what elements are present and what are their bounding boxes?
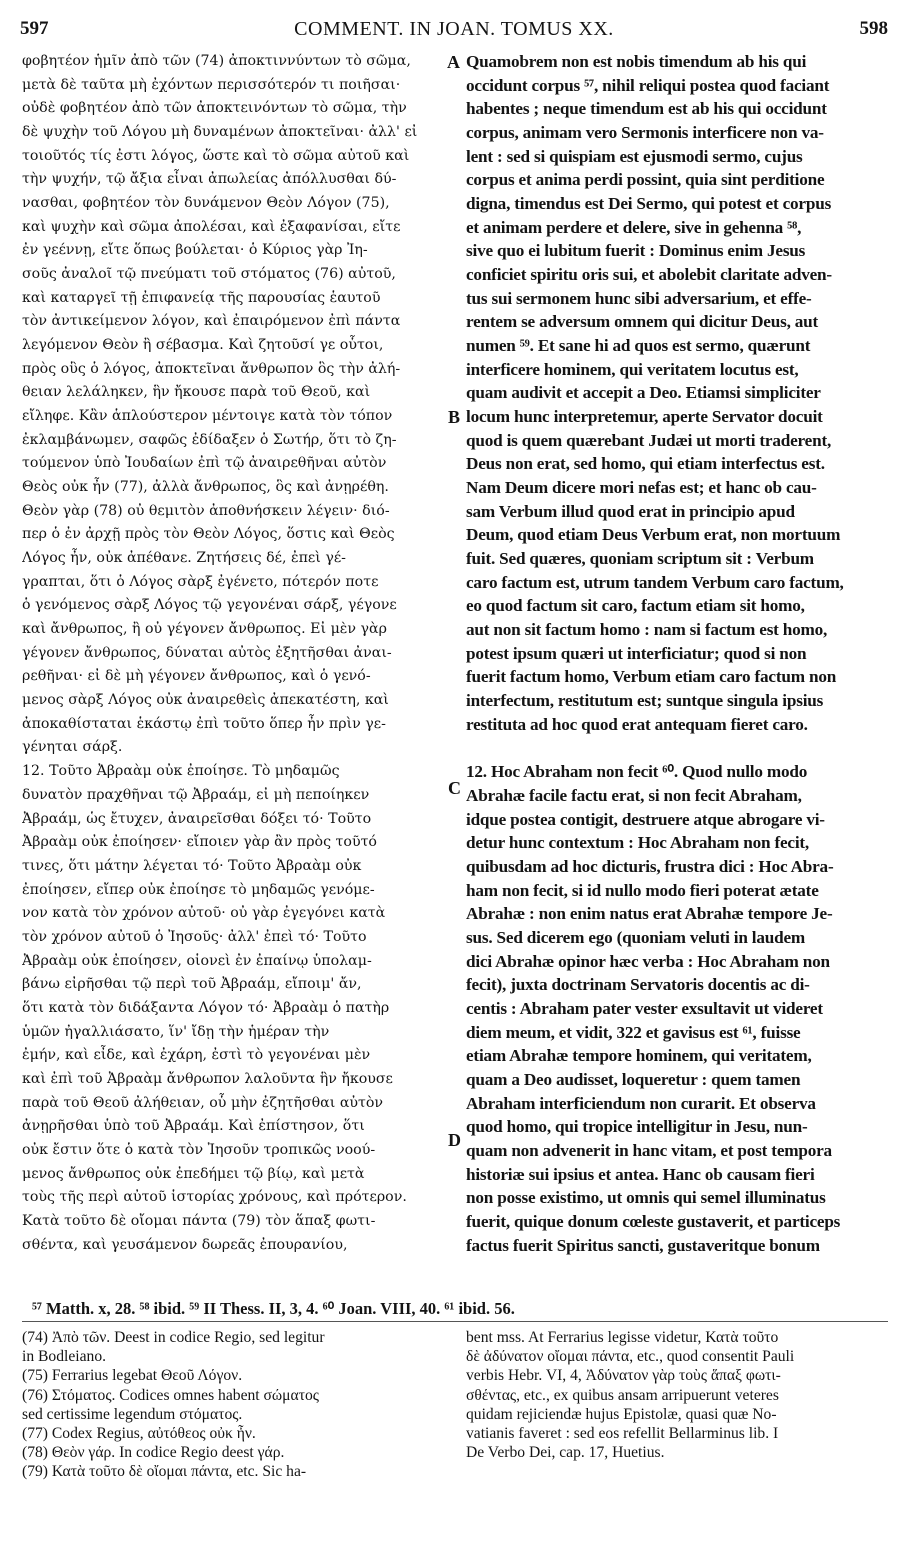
latin-text-line: occidunt corpus ⁵⁷, nihil reliqui postea quod faciant <box>466 75 830 95</box>
latin-text-line: historiæ sui ipsius et antea. Hanc ob causam fieri <box>466 1164 815 1184</box>
note-line: σθέντας, etc., ex quibus ansam arripuerunt veteres <box>466 1386 779 1404</box>
greek-text-line: οὐκ ἔστιν ὅτε ὁ κατὰ τὸν Ἰησοῦν τροπικῶς νοού- <box>22 1141 376 1158</box>
latin-text-line: locum hunc interpretemur, aperte Servator docuit <box>466 407 823 427</box>
greek-text-line: ὁ γενόμενος σὰρξ Λόγος τῷ γεγονέναι σάρξ, γέγονε <box>22 597 397 614</box>
note-line: (74) Ἀπὸ τῶν. Deest in codice Regio, sed legitur <box>22 1329 325 1346</box>
notes-left-column <box>22 1328 448 1482</box>
greek-text-line: Θεὸς οὐκ ἦν (77), ἀλλὰ ἄνθρωπος, ὃς καὶ ἀνῃρέθη. <box>22 479 389 496</box>
latin-text-line: digna, timendus est Dei Sermo, qui potest et corpus <box>466 194 832 214</box>
latin-text-line: idque postea contigit, destruere atque abrogare vi- <box>466 809 825 829</box>
page-number-left: 597 <box>20 18 49 39</box>
latin-text-line: Nam Deum dicere mori nefas est; et hanc ob cau- <box>466 478 817 498</box>
latin-text-line: Quamobrem non est nobis timendum ab his qui <box>466 52 807 71</box>
latin-text-line: aut non sit factum homo : nam si factum est homo, <box>466 620 828 640</box>
latin-text-line: factus fuerit Spiritus sancti, gustaveritque bonum <box>466 1235 820 1255</box>
margin-marker-c: C <box>448 778 461 798</box>
greek-text-line: καὶ ἄνθρωπος, ἢ οὐ γέγονεν ἄνθρωπος. Εἰ μὲν γὰρ <box>22 621 387 638</box>
latin-text-line: 12. Hoc Abraham non fecit ⁶⁰. Quod nullo modo <box>466 762 808 782</box>
latin-text-line: Abrahæ : non enim natus erat Abrahæ tempore Je- <box>466 904 833 924</box>
latin-text-line: Deus non erat, sed homo, qui etiam interfectus est. <box>466 454 825 474</box>
latin-text-line: habentes ; neque timendum est ab his qui occidunt <box>466 99 827 119</box>
greek-text-line: νον κατὰ τὸν χρόνον αὐτοῦ· οὐ γὰρ ἐγεγόνει κατὰ <box>22 905 386 922</box>
greek-text-line: τούμενον ὑπὸ Ἰουδαίων ἐπὶ τῷ ἀναιρεθῆναι αὐτὸν <box>22 455 387 472</box>
latin-text-line: Abrahæ facile factu erat, si non fecit Abraham, <box>466 785 802 805</box>
latin-text-line: non posse existimo, ut omnis qui semel illuminatus <box>466 1188 826 1208</box>
greek-text-line: σθέντα, καὶ γευσάμενον δωρεᾶς ἐπουρανίου, <box>22 1236 348 1253</box>
greek-text-line: τινες, ὅτι μάτην λέγεται τό· Τοῦτο Ἀβραὰμ οὐκ <box>22 857 362 874</box>
greek-text-line: τὸν χρόνον αὐτοῦ ὁ Ἰησοῦς· ἀλλ' ἐπεὶ τό· Τοῦτο <box>22 928 367 945</box>
latin-text-line: etiam Abrahæ tempore hominem, qui veritatem, <box>466 1046 812 1066</box>
greek-text-column <box>22 50 442 1257</box>
running-header <box>20 18 888 48</box>
latin-text-line: detur hunc contextum : Hoc Abraham non fecit, <box>466 833 810 853</box>
latin-text-line: fuit. Sed quæres, quoniam scriptum sit : Verbum <box>466 549 814 569</box>
latin-text-line: Deum, quod etiam Deus Verbum erat, non mortuum <box>466 525 841 545</box>
greek-text-line: ἀνῃρῆσθαι ὑπὸ τοῦ Ἀβραάμ. Καὶ ἐπίστησον, ὅτι <box>22 1118 365 1135</box>
running-title: COMMENT. IN JOAN. TOMUS XX. <box>294 18 614 40</box>
margin-marker-a: A <box>447 52 460 72</box>
margin-marker-b: B <box>448 407 461 427</box>
latin-text-line: sam Verbum illud quod erat in principio apud <box>466 501 795 521</box>
greek-text-line: Λόγος ἦν, οὐκ ἀπέθανε. Ζητήσεις δέ, ἐπεὶ γέ- <box>22 550 346 567</box>
latin-text-line: corpus, animam vero Sermonis interficere non va- <box>466 123 824 143</box>
greek-text-line: λεγόμενον Θεὸν ἢ σέβασμα. Καὶ ζητοῦσί γε οὗτοι, <box>22 337 384 354</box>
greek-text-line: νασθαι, φοβητέον τὸν δυνάμενον Θεὸν Λόγον (75), <box>22 195 390 212</box>
note-line: bent mss. At Ferrarius legisse videtur, Κατὰ τοῦτο <box>466 1329 779 1346</box>
greek-text-line: ἐμήν, καὶ εἶδε, καὶ ἐχάρη, ἐστὶ τὸ γεγονέναι μὲν <box>22 1047 371 1064</box>
greek-text-line: ὑμῶν ἠγαλλιάσατο, ἵν' ἴδῃ τὴν ἡμέραν τὴν <box>22 1023 330 1040</box>
greek-text-line: ἐν γεέννῃ, εἴτε ὅπως βούλεται· ὁ Κύριος γὰρ Ἰη- <box>22 242 368 259</box>
latin-text-column <box>466 50 890 1257</box>
greek-text-line: Ἀβραὰμ οὐκ ἐποίησεν, οἱονεὶ ἐν ἐπαίνῳ ὑπολαμ- <box>22 952 372 969</box>
margin-marker-d: D <box>448 1130 461 1150</box>
notes-right-column <box>466 1328 890 1462</box>
greek-text-line: ρεθῆναι· εἰ δὲ μὴ γέγονεν ἄνθρωπος, καὶ ὁ γενό- <box>22 668 371 685</box>
greek-text-line: βάνω εἰρῆσθαι τῷ περὶ τοῦ Ἀβραάμ, εἴποιμ' ἄν, <box>22 976 362 993</box>
note-line: (78) Θεὸν γάρ. In codice Regio deest γάρ. <box>22 1444 285 1462</box>
greek-text-line: μετὰ δὲ ταῦτα μὴ ἐχόντων περισσότερόν τι ποιῆσαι· <box>22 76 401 93</box>
greek-text-line: ἀποκαθίσταται ἑκάστῳ ἐπὶ τοῦτο ὅπερ ἦν πρὶν γε- <box>22 715 386 732</box>
greek-text-line: ὅτι κατὰ τὸν διδάξαντα Λόγον τό· Ἀβραὰμ ὁ πατὴρ <box>22 999 390 1016</box>
greek-text-line: γένηται σάρξ. <box>22 739 123 756</box>
latin-text-line: conficiet spiritu oris sui, et abolebit claritate adven- <box>466 265 832 285</box>
latin-text-line: quod homo, qui tropice intelligitur in Jesu, nun- <box>466 1117 808 1137</box>
latin-text-line: interficere hominem, qui veritatem locutus est, <box>466 359 799 379</box>
greek-text-line: ἐποίησεν, εἴπερ οὐκ ἐποίησε τὸ μηδαμῶς γενόμε- <box>22 881 375 898</box>
latin-text-line: sive quo ei lubitum fuerit : Dominus enim Jesus <box>466 241 806 261</box>
greek-text-line: τοιοῦτός τίς ἐστι λόγος, ὥστε καὶ τὸ σῶμα αὐτοῦ καὶ <box>22 147 410 164</box>
latin-text-line: interfectum, restitutum est; suntque singula ipsius <box>466 691 824 711</box>
footnote-divider <box>22 1321 888 1322</box>
latin-text-line: quibusdam ad hoc dicturis, frustra dici : Hoc Abra- <box>466 856 834 876</box>
latin-text-line: et animam perdere et delere, sive in gehenna ⁵⁸, <box>466 217 802 237</box>
greek-text-line: Κατὰ τοῦτο δὲ οἴομαι πάντα (79) τὸν ἅπαξ φωτι- <box>22 1212 376 1229</box>
latin-text-line: numen ⁵⁹. Et sane hi ad quos est sermo, quærunt <box>466 336 811 356</box>
note-line: De Verbo Dei, cap. 17, Huetius. <box>466 1444 665 1462</box>
note-line: δὲ ἀδύνατον οἴομαι πάντα, etc., quod consentit Pauli <box>466 1348 795 1366</box>
greek-text-line: τὸν ἀντικείμενον λόγον, καὶ ἐπαιρόμενον ἐπὶ πάντα <box>22 313 401 330</box>
note-line: vatianis faveret : sed eos refellit Bellarminus lib. I <box>466 1424 779 1442</box>
latin-text-line: fecit), juxta doctrinam Servatoris docentis ac di- <box>466 975 810 995</box>
greek-text-line: δὲ ψυχὴν τοῦ Λόγου μὴ δυναμένων ἀποκτεῖναι· ἀλλ' εἰ <box>22 124 418 141</box>
latin-text-line: dici Abrahæ opinor hæc verba : Hoc Abraham non <box>466 951 830 971</box>
footnote-references: ⁵⁷ Matth. x, 28. ⁵⁸ ibid. ⁵⁹ II Thess. II, 3, 4. ⁶⁰ Joan. VIII, 40. ⁶¹ ibid. 56. <box>32 1299 515 1318</box>
greek-text-line: καὶ καταργεῖ τῇ ἐπιφανείᾳ τῆς παρουσίας ἑαυτοῦ <box>22 289 381 306</box>
latin-text-line: ham non fecit, si id nullo modo fieri poterat ætate <box>466 880 819 900</box>
latin-text-line: fuerit factum homo, Verbum etiam caro factum non <box>466 667 837 687</box>
latin-text-line: tus sui sermonem hunc sibi adversarium, et effe- <box>466 288 812 308</box>
latin-text-line: diem meum, et vidit, 322 et gavisus est ⁶¹, fuisse <box>466 1022 801 1042</box>
note-line: sed certissime legendum στόματος. <box>22 1405 243 1423</box>
greek-text-line: εἴληφε. Κἂν ἁπλούστερον μέντοιγε κατὰ τὸν τόπον <box>22 408 393 425</box>
latin-text-line: sus. Sed dicerem ego (quoniam veluti in laudem <box>466 927 806 947</box>
greek-text-line: γέγονεν ἄνθρωπος, δύναται αὐτὸς ἐξητῆσθαι ἀναι- <box>22 644 392 661</box>
note-line: in Bodleiano. <box>22 1348 107 1366</box>
latin-text-line: quod is quem quærebant Judæi ut morti traderent, <box>466 430 832 450</box>
greek-text-line: μενος ἄνθρωπος οὐκ ἐπεδήμει τῷ βίῳ, καὶ μετὰ <box>22 1165 365 1182</box>
note-line: (77) Codex Regius, αὐτόθεος οὐκ ἦν. <box>22 1424 256 1442</box>
latin-text-line: Abraham interficiendum non curarit. Et observa <box>466 1093 816 1113</box>
latin-text-line: fuerit, quique donum cœleste gustaverit, et particeps <box>466 1211 841 1231</box>
latin-text-line: centis : Abraham pater vester exsultavit ut videret <box>466 998 823 1018</box>
greek-text-line: καὶ ἐπὶ τοῦ Ἀβραὰμ ἄνθρωπον λαλοῦντα ἣν ἤκουσε <box>22 1070 393 1087</box>
greek-text-line: Ἀβραὰμ οὐκ ἐποίησεν· εἴποιεν γὰρ ἂν πρὸς τοῦτό <box>22 834 377 851</box>
note-line: quidam rejiciendæ hujus Epistolæ, quasi quæ No- <box>466 1405 777 1423</box>
latin-text-line: rentem se adversum omnem qui dicitur Deus, aut <box>466 312 819 332</box>
greek-text-line: μενος σὰρξ Λόγος οὐκ ἀναιρεθεὶς ἀπεκατέστη, καὶ <box>22 692 389 709</box>
latin-text-line <box>466 736 890 760</box>
greek-text-line: γραπται, ὅτι ὁ Λόγος σὰρξ ἐγένετο, πότερόν ποτε <box>22 573 379 590</box>
latin-text-line: quam non advenerit in hanc vitam, et post tempora <box>466 1140 832 1160</box>
latin-text-line: restituta ad hoc quod erat antequam fieret caro. <box>466 714 808 734</box>
greek-text-line: θειαν λελάληκεν, ἣν ἤκουσε παρὰ τοῦ Θεοῦ, καὶ <box>22 384 371 401</box>
latin-text-line: corpus et anima perdi possint, quia sint perditione <box>466 170 825 190</box>
note-line: (79) Κατὰ τοῦτο δὲ οἴομαι πάντα, etc. Sic ha- <box>22 1463 307 1481</box>
latin-text-line: eo quod factum sit caro, factum etiam sit homo, <box>466 596 805 616</box>
latin-text-line: quam audivit et accepit a Deo. Etiamsi simpliciter <box>466 383 821 403</box>
greek-text-line: παρὰ τοῦ Θεοῦ ἀλήθειαν, οὗ μὴν ἐζητῆσθαι αὐτὸν <box>22 1094 384 1111</box>
greek-text-line: τοὺς τῆς περὶ αὐτοῦ ἱστορίας χρόνους, καὶ πρότερον. <box>22 1189 407 1206</box>
greek-text-line: δυνατὸν πραχθῆναι τῷ Ἀβραάμ, εἰ μὴ πεποίηκεν <box>22 786 370 803</box>
greek-text-line: οὐδὲ φοβητέον ἀπὸ τῶν ἀποκτεινόντων τὸ σῶμα, τὴν <box>22 100 407 117</box>
greek-text-line: περ ὁ ἐν ἀρχῇ πρὸς τὸν Θεὸν Λόγος, ὅστις καὶ Θεὸς <box>22 526 395 543</box>
note-line: (75) Ferrarius legebat Θεοῦ Λόγον. <box>22 1367 243 1385</box>
greek-text-line: φοβητέον ἡμῖν ἀπὸ τῶν (74) ἀποκτιννύντων τὸ σῶμα, <box>22 53 411 69</box>
greek-text-line: τὴν ψυχήν, τῷ ἄξια εἶναι ἀπωλείας ἀπόλλυσθαι δύ- <box>22 171 397 188</box>
latin-text-line: lent : sed si quispiam est ejusmodi sermo, cujus <box>466 146 803 166</box>
greek-text-line: καὶ ψυχὴν καὶ σῶμα ἀπολέσαι, καὶ ἐξαφανίσαι, εἴτε <box>22 218 401 235</box>
greek-text-line: σοῦς ἀναλοῖ τῷ πνεύματι τοῦ στόματος (76) αὐτοῦ, <box>22 266 396 283</box>
greek-text-line: 12. Τοῦτο Ἀβραὰμ οὐκ ἐποίησε. Τὸ μηδαμῶς <box>22 763 340 780</box>
note-line: (76) Στόματος. Codices omnes habent σώματος <box>22 1386 319 1404</box>
latin-text-line: quam a Deo audisset, loqueretur : quem tamen <box>466 1069 801 1089</box>
page-number-right: 598 <box>859 18 888 39</box>
note-line: verbis Hebr. VI, 4, Ἀδύνατον γὰρ τοὺς ἅπαξ φωτι- <box>466 1367 781 1385</box>
greek-text-line: ἐκλαμβάνωμεν, σαφῶς ἐδίδαξεν ὁ Σωτήρ, ὅτι τὸ ζη- <box>22 431 397 448</box>
greek-text-line: πρὸς οὓς ὁ λόγος, ἀποκτεῖναι ἄνθρωπον ὃς τὴν ἀλή- <box>22 360 401 377</box>
greek-text-line: Ἀβραάμ, ὡς ἔτυχεν, ἀναιρεῖσθαι δόξει τό· Τοῦτο <box>22 810 372 827</box>
latin-text-line: potest ipsum quæri ut interficiatur; quod si non <box>466 643 807 663</box>
greek-text-line: Θεὸν γὰρ (78) οὐ θεμιτὸν ἀποθνήσκειν λέγειν· διό- <box>22 502 390 519</box>
latin-text-line: caro factum est, utrum tandem Verbum caro factum, <box>466 572 844 592</box>
